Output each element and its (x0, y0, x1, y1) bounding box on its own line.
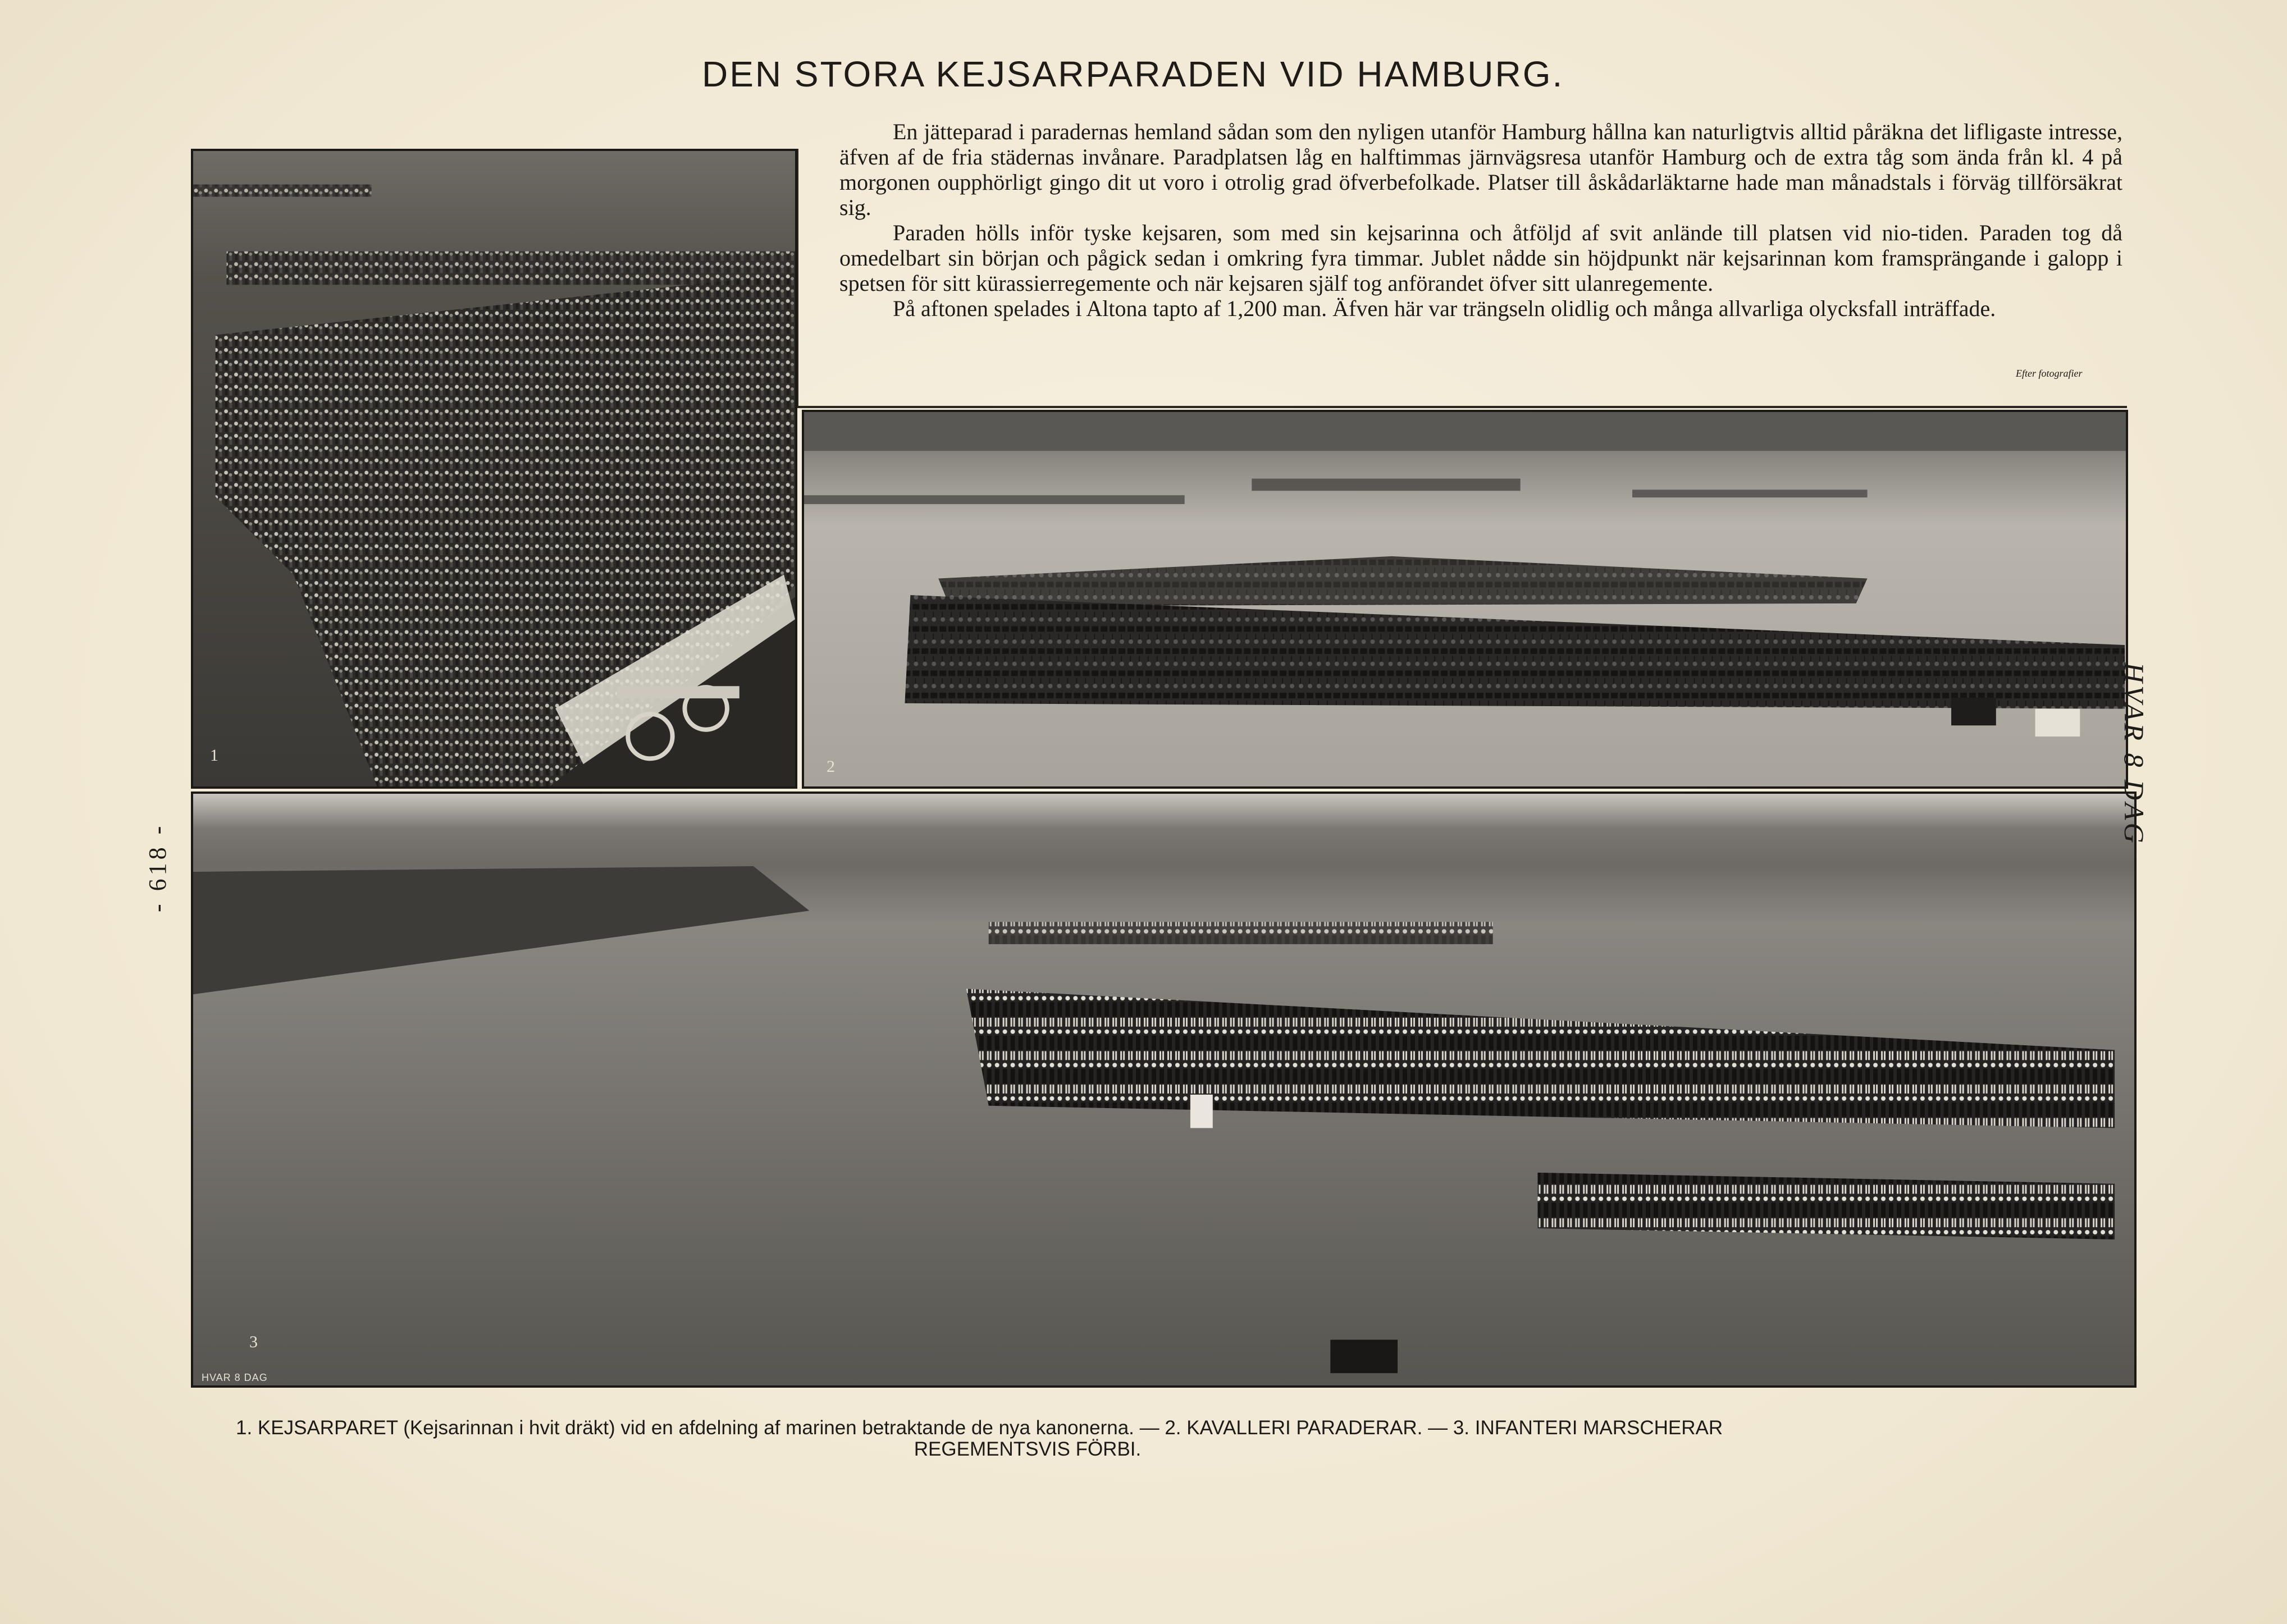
caption-line-1: 1. KEJSARPARET (Kejsarinnan i hvit dräkt) vid en afdelning af marinen betraktande de nya kanonerna. — 2. KAVALLERI PARADERAR. — 3. INFANTERI MARSCHERAR (236, 1417, 1723, 1439)
magazine-side-title: HVAR 8 DAG (2119, 662, 2150, 846)
page-number: - 618 - (144, 822, 171, 912)
photo-caption (236, 1417, 2111, 1462)
caption-line-2: REGEMENTSVIS FÖRBI. (914, 1438, 1142, 1460)
photo-number: 1 (210, 746, 218, 765)
photo-stamp: HVAR 8 DAG (202, 1372, 268, 1383)
article-body (839, 119, 2122, 383)
photo-credit: Efter fotografier (2016, 368, 2083, 379)
photo-2-image (804, 412, 2126, 786)
photo-1-image (193, 151, 795, 786)
article-paragraph: Paraden hölls inför tyske kejsaren, som med sin kejsarinna och åtföljd af svit anlände till platsen vid nio-tiden. Paraden tog då omedelbart sin början och pågick sedan i omkring fyra timmar. Jublet nådde sin höjdpunkt när kejsarinnan kom framsprängande i galopp i spetsen för sitt kürassierregemente och när kejsaren själf tog anförandet öfver sitt ulanregemente. (839, 220, 2122, 296)
page-title: DEN STORA KEJSARPARADEN VID HAMBURG. (702, 54, 1564, 94)
photo-3-image (193, 794, 2134, 1385)
article-paragraph: På aftonen spelades i Altona tapto af 1,200 man. Äfven här var trängseln olidlig och många allvarliga olycksfall inträffade. (893, 296, 1996, 321)
photo-2-cavalry (802, 410, 2128, 789)
text-frame-bottom-rule (796, 406, 2127, 408)
article-paragraph: En jätteparad i paradernas hemland sådan som den nyligen utanför Hamburg hållna kan naturligtvis alltid påräkna det lifligaste intresse, äfven af de fria städernas invånare. Paradplatsen låg en halftimmas järnvägsresa utanför Hamburg och de extra tåg som ända från kl. 4 på morgonen oupphörligt gingo dit ut voro i otrolig grad öfverbefolkade. Platser till åskådarläktarne hade man månadstals i förväg tillförsäkrat sig. (839, 119, 2122, 220)
photo-1-imperial-couple (191, 149, 797, 789)
photo-number: 2 (827, 757, 835, 776)
photo-3-infantry (191, 792, 2137, 1388)
photo-number: 3 (249, 1333, 258, 1351)
